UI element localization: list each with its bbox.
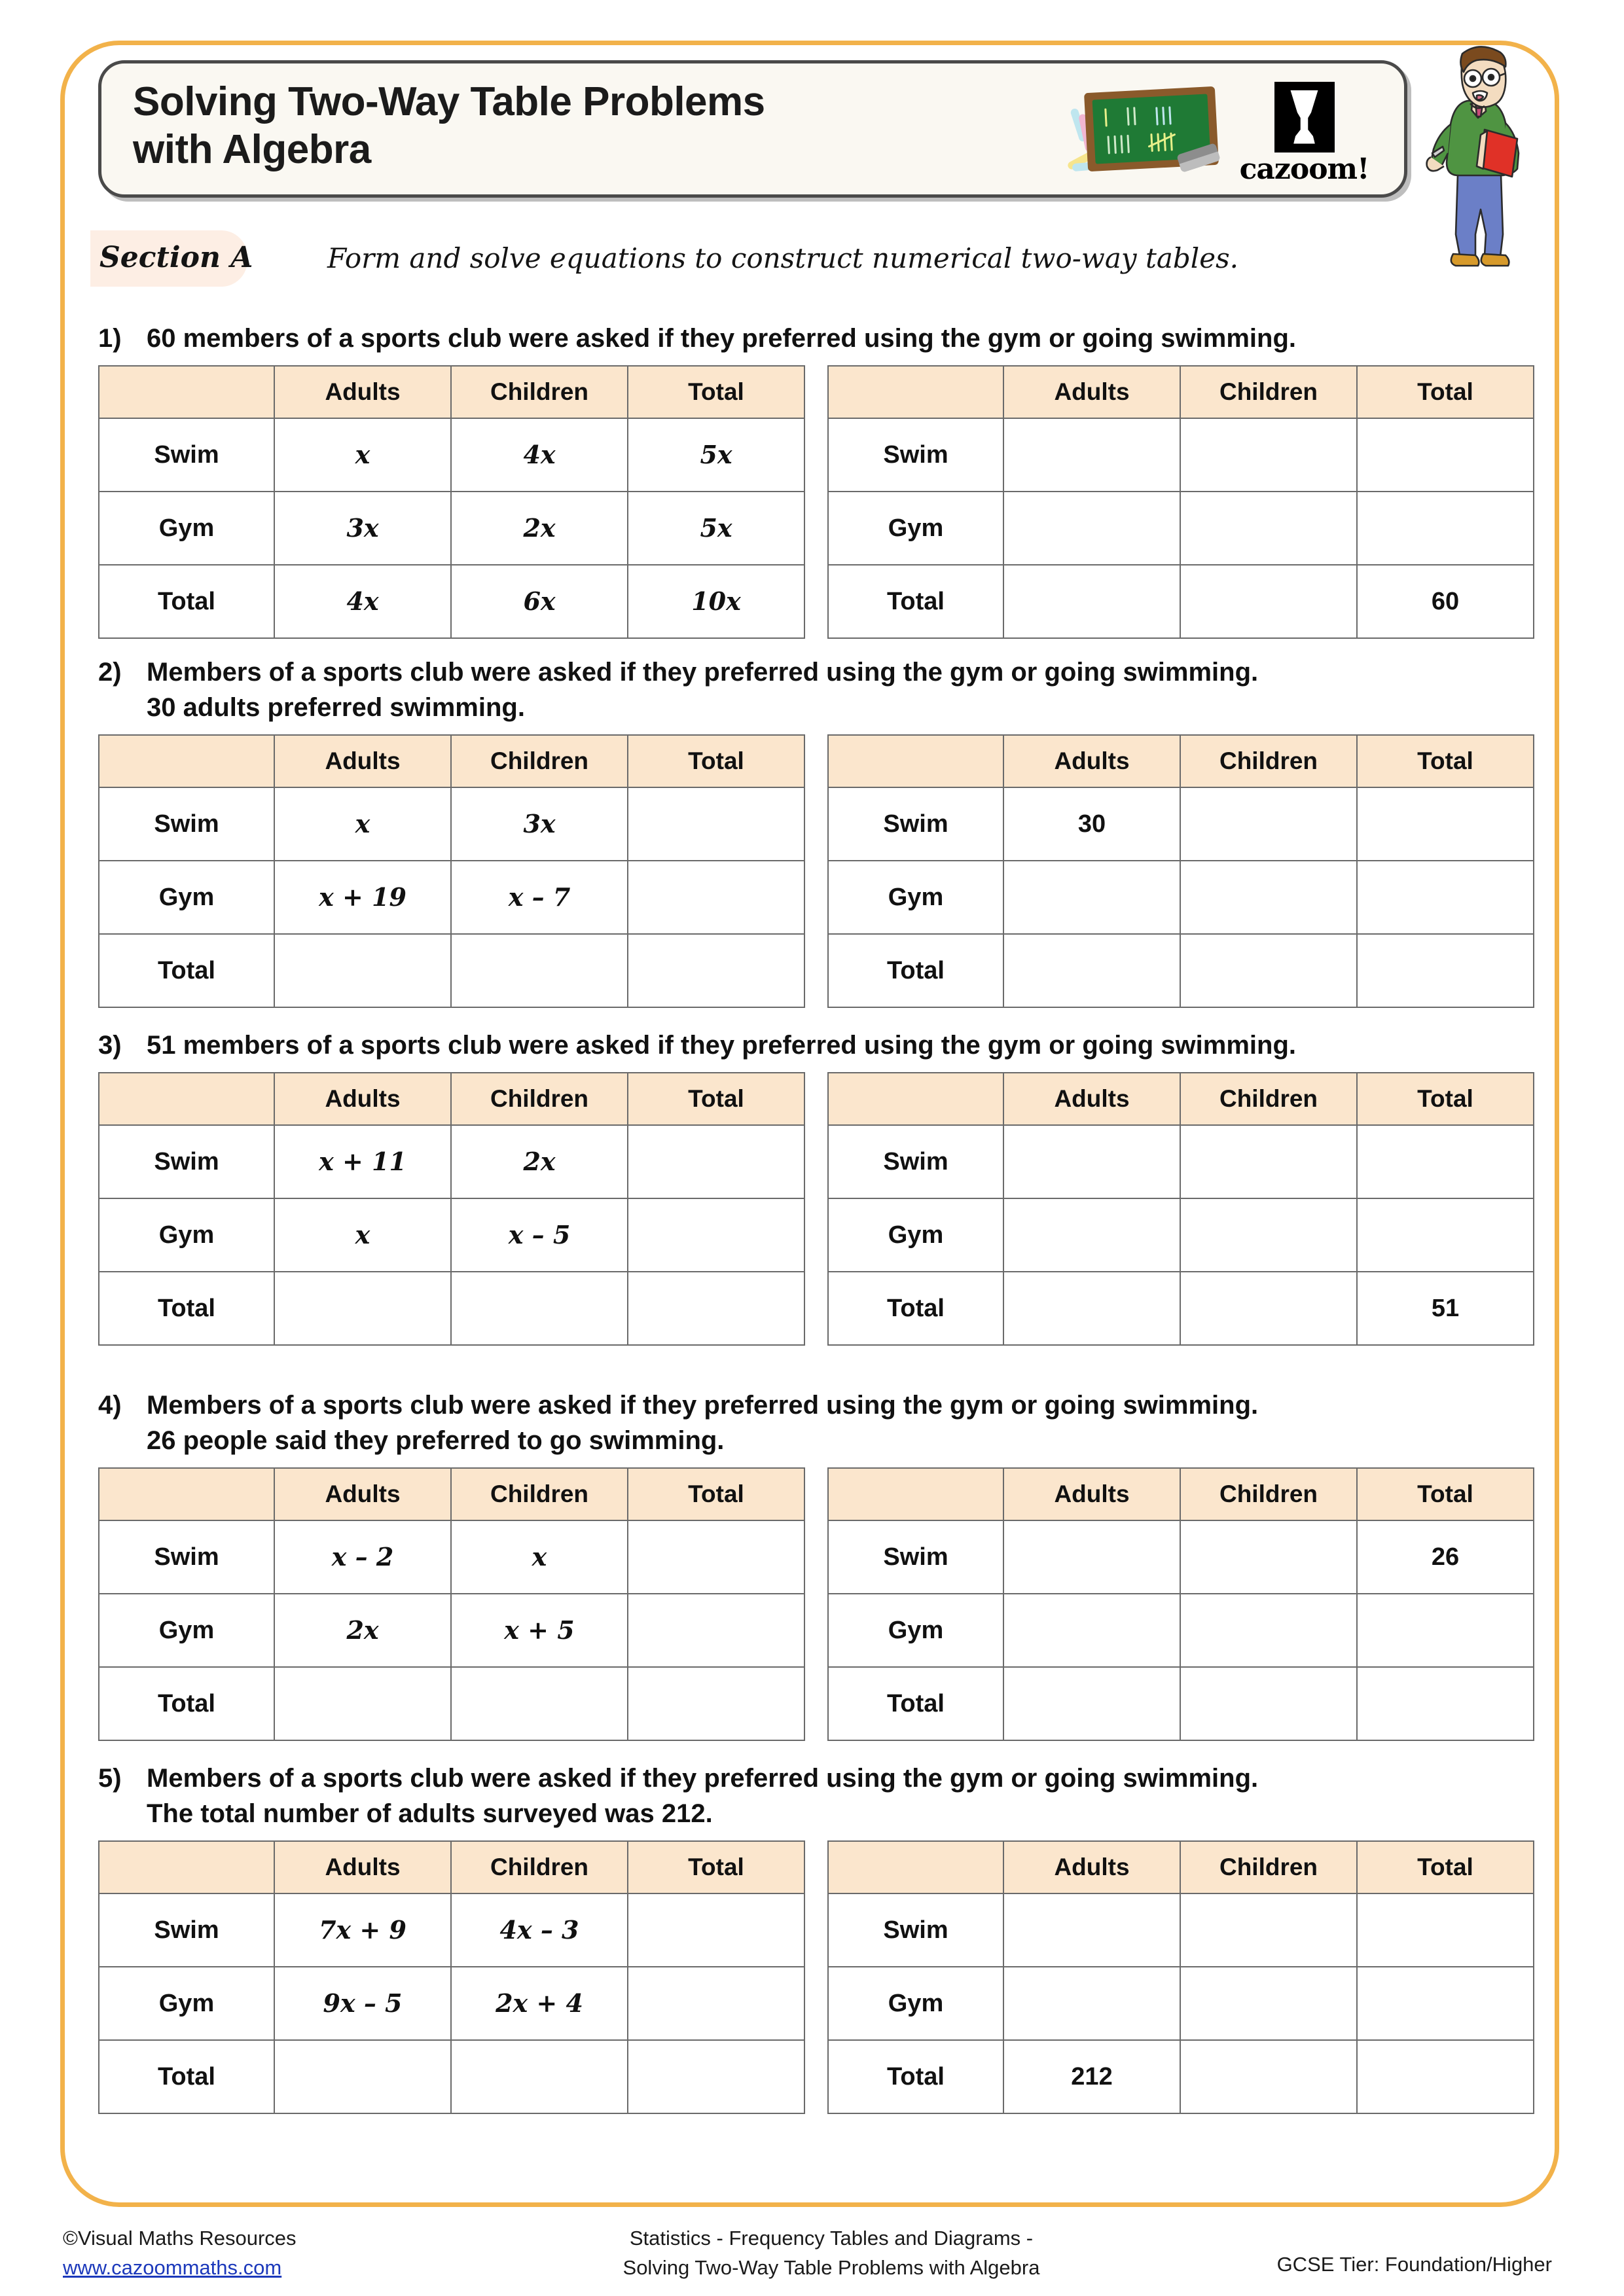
question-4 [98,1388,1545,1741]
column-header-adults: Adults [1003,366,1180,418]
column-header-row-label [828,735,1003,787]
cell-r1c1: x [274,1198,451,1272]
cell-r2c3[interactable] [628,1667,804,1740]
two-way-table-algebraic [98,365,805,639]
question-number: 4) [98,1391,122,1420]
column-header-children: Children [451,1841,628,1893]
cell-r1c1[interactable] [1003,1198,1180,1272]
row-label-swim: Swim [828,1520,1003,1594]
cell-r1c1[interactable] [1003,861,1180,934]
cell-r2c3[interactable] [628,1272,804,1345]
column-header-total: Total [1357,735,1534,787]
cell-r0c2: 4x [451,418,628,492]
table-row [828,1520,1534,1594]
column-header-row-label [828,366,1003,418]
column-header-adults: Adults [274,366,451,418]
table-row [828,1667,1534,1740]
table-row [828,1125,1534,1198]
cell-r1c3[interactable] [1357,1198,1534,1272]
cell-r2c3[interactable] [628,2040,804,2113]
table-row [828,787,1534,861]
cell-r2c3[interactable] [1357,934,1534,1007]
question-line: 51 members of a sports club were asked if they preferred using the gym or going swimming. [147,1031,1296,1060]
cell-r2c2[interactable] [1180,1667,1357,1740]
row-label-total: Total [99,934,274,1007]
question-text [98,1028,1545,1063]
cell-r2c1[interactable] [274,1667,451,1740]
cell-r0c1[interactable] [1003,1125,1180,1198]
cell-r2c1[interactable] [274,2040,451,2113]
row-label-total: Total [828,2040,1003,2113]
cell-r1c2: x – 5 [451,1198,628,1272]
question-body [147,1761,1545,1831]
footer-topic-line1: Statistics - Frequency Tables and Diagrams - [629,2227,1034,2250]
cell-r1c1: x + 19 [274,861,451,934]
row-label-swim: Swim [99,1520,274,1594]
table-row [99,1893,804,1967]
table-pair [98,365,1545,639]
cell-r2c1[interactable] [1003,1272,1180,1345]
column-header-children: Children [1180,1073,1357,1125]
cell-r0c3: 5x [628,418,804,492]
footer-middle [537,2224,1126,2283]
column-header-row-label [99,735,274,787]
two-way-table-algebraic [98,734,805,1008]
table-row [828,492,1534,565]
table-row [99,565,804,638]
cell-r2c2: 6x [451,565,628,638]
table-row [99,861,804,934]
column-header-total: Total [1357,1468,1534,1520]
cell-r2c2[interactable] [451,1272,628,1345]
cazoom-cup-icon [1274,82,1335,152]
table-row [828,1967,1534,2040]
cell-r1c3[interactable] [1357,1594,1534,1667]
column-header-total: Total [628,735,804,787]
page-footer [0,2220,1624,2292]
cell-r0c1: 7x + 9 [274,1893,451,1967]
row-label-swim: Swim [828,418,1003,492]
question-line: 26 people said they preferred to go swimming. [147,1426,725,1455]
cell-r0c1: x [274,787,451,861]
column-header-row-label [99,1073,274,1125]
cell-r1c2: 2x [451,492,628,565]
question-line: The total number of adults surveyed was 212. [147,1799,713,1828]
cell-r0c2[interactable] [1180,787,1357,861]
table-pair [98,734,1545,1008]
row-label-gym: Gym [828,1594,1003,1667]
table-row [99,1198,804,1272]
question-text [98,655,1545,725]
table-pair [98,1072,1545,1346]
cell-r2c1: 4x [274,565,451,638]
footer-copyright: ©Visual Maths Resources [63,2227,297,2250]
row-label-swim: Swim [828,1893,1003,1967]
column-header-row-label [828,1073,1003,1125]
row-label-swim: Swim [99,1125,274,1198]
cazoom-logo [1239,82,1369,186]
question-text [98,321,1545,356]
cell-r1c1: 3x [274,492,451,565]
table-row [828,565,1534,638]
section-label: Section A [99,241,253,274]
column-header-total: Total [1357,1073,1534,1125]
table-row [828,934,1534,1007]
cell-r2c1[interactable] [1003,934,1180,1007]
cell-r2c2[interactable] [1180,934,1357,1007]
row-label-gym: Gym [99,492,274,565]
cell-r2c3: 60 [1357,565,1534,638]
column-header-children: Children [451,366,628,418]
cell-r0c3[interactable] [628,1125,804,1198]
cell-r0c2: x [451,1520,628,1594]
table-row [828,1272,1534,1345]
cell-r2c3: 51 [1357,1272,1534,1345]
teacher-illustration [1407,38,1558,270]
question-text [98,1388,1545,1458]
row-label-gym: Gym [99,1198,274,1272]
question-line: Members of a sports club were asked if they preferred using the gym or going swimming. [147,658,1259,687]
cell-r1c3[interactable] [628,861,804,934]
question-5 [98,1761,1545,2114]
two-way-table-numerical [827,365,1534,639]
cell-r0c1[interactable] [1003,1893,1180,1967]
question-number: 5) [98,1764,122,1793]
table-row [99,492,804,565]
cell-r1c2[interactable] [1180,1594,1357,1667]
table-row [99,2040,804,2113]
column-header-adults: Adults [1003,1841,1180,1893]
table-row [99,1520,804,1594]
footer-website-link[interactable]: www.cazoommaths.com [63,2255,282,2279]
table-row [99,418,804,492]
table-row [828,1594,1534,1667]
table-row [99,1272,804,1345]
cell-r0c3[interactable] [628,1893,804,1967]
row-label-total: Total [828,1272,1003,1345]
footer-tier: GCSE Tier: Foundation/Higher [1276,2253,1552,2276]
two-way-table-algebraic [98,1467,805,1741]
column-header-row-label [99,1468,274,1520]
column-header-children: Children [1180,1468,1357,1520]
question-1 [98,321,1545,639]
two-way-table-algebraic [98,1072,805,1346]
section-description: Form and solve equations to construct numerical two-way tables. [327,242,1238,274]
cell-r0c1: x + 11 [274,1125,451,1198]
cell-r1c2: x – 7 [451,861,628,934]
row-label-total: Total [99,565,274,638]
cell-r1c1[interactable] [1003,1594,1180,1667]
question-number: 3) [98,1031,122,1060]
table-pair [98,1840,1545,2114]
table-row [99,1667,804,1740]
cell-r1c3[interactable] [1357,861,1534,934]
table-row [828,1893,1534,1967]
cell-r0c1: x – 2 [274,1520,451,1594]
column-header-total: Total [628,1841,804,1893]
cell-r1c2[interactable] [1180,861,1357,934]
column-header-row-label [99,366,274,418]
row-label-total: Total [828,565,1003,638]
cell-r0c3[interactable] [628,787,804,861]
footer-left [63,2224,297,2283]
column-header-children: Children [1180,1841,1357,1893]
row-label-swim: Swim [99,787,274,861]
cell-r2c2[interactable] [1180,2040,1357,2113]
two-way-table-numerical [827,734,1534,1008]
column-header-adults: Adults [274,1073,451,1125]
cell-r1c2[interactable] [1180,1967,1357,2040]
cell-r1c2[interactable] [1180,1198,1357,1272]
column-header-adults: Adults [274,735,451,787]
column-header-children: Children [451,1073,628,1125]
row-label-swim: Swim [99,1893,274,1967]
table-row [99,787,804,861]
two-way-table-numerical [827,1840,1534,2114]
cazoom-wordmark: cazoom! [1239,152,1369,186]
row-label-gym: Gym [828,861,1003,934]
cell-r0c2: 4x – 3 [451,1893,628,1967]
cell-r0c3[interactable] [628,1520,804,1594]
column-header-row-label [828,1468,1003,1520]
table-row [828,861,1534,934]
cell-r1c3[interactable] [1357,1967,1534,2040]
cell-r0c3[interactable] [1357,1125,1534,1198]
page-title-line1: Solving Two-Way Table Problems [133,79,765,124]
column-header-children: Children [451,735,628,787]
cell-r0c1[interactable] [1003,1520,1180,1594]
cell-r1c3[interactable] [628,1198,804,1272]
table-row [99,1594,804,1667]
column-header-total: Total [1357,366,1534,418]
row-label-gym: Gym [828,1198,1003,1272]
cell-r0c3[interactable] [1357,787,1534,861]
cell-r1c1: 9x – 5 [274,1967,451,2040]
row-label-total: Total [99,2040,274,2113]
cell-r1c2: 2x + 4 [451,1967,628,2040]
question-body [147,1388,1545,1458]
question-line: Members of a sports club were asked if they preferred using the gym or going swimming. [147,1391,1259,1420]
row-label-gym: Gym [99,1594,274,1667]
cell-r1c3: 5x [628,492,804,565]
cell-r2c3[interactable] [1357,2040,1534,2113]
cell-r2c3[interactable] [1357,1667,1534,1740]
column-header-adults: Adults [1003,1073,1180,1125]
table-row [99,1967,804,2040]
column-header-adults: Adults [274,1468,451,1520]
cell-r2c1[interactable] [1003,1667,1180,1740]
cell-r1c2[interactable] [1180,492,1357,565]
column-header-total: Total [628,366,804,418]
cell-r0c3[interactable] [1357,418,1534,492]
table-row [99,934,804,1007]
column-header-row-label [99,1841,274,1893]
row-label-swim: Swim [99,418,274,492]
row-label-gym: Gym [99,861,274,934]
column-header-total: Total [1357,1841,1534,1893]
cell-r0c1: 30 [1003,787,1180,861]
cell-r1c1[interactable] [1003,492,1180,565]
cell-r2c1: 212 [1003,2040,1180,2113]
cell-r1c3[interactable] [628,1594,804,1667]
cell-r2c2[interactable] [1180,565,1357,638]
column-header-row-label [828,1841,1003,1893]
row-label-total: Total [828,934,1003,1007]
cell-r0c3[interactable] [1357,1893,1534,1967]
column-header-adults: Adults [1003,1468,1180,1520]
row-label-swim: Swim [828,787,1003,861]
column-header-children: Children [1180,366,1357,418]
question-body [147,1028,1545,1063]
cell-r0c2[interactable] [1180,418,1357,492]
question-line: 60 members of a sports club were asked if they preferred using the gym or going swimming. [147,324,1296,353]
cell-r1c1: 2x [274,1594,451,1667]
footer-topic-line2: Solving Two-Way Table Problems with Algebra [623,2255,1040,2279]
table-row [828,1198,1534,1272]
cell-r0c1: x [274,418,451,492]
cell-r0c2[interactable] [1180,1520,1357,1594]
table-row [828,2040,1534,2113]
cell-r2c3[interactable] [628,934,804,1007]
cell-r2c1[interactable] [274,1272,451,1345]
question-number: 2) [98,658,122,687]
question-number: 1) [98,324,122,353]
chalkboard-icon [1050,81,1227,185]
page-title [133,78,984,173]
question-2 [98,655,1545,1008]
cell-r2c2[interactable] [1180,1272,1357,1345]
question-line: 30 adults preferred swimming. [147,693,525,722]
cell-r0c3: 26 [1357,1520,1534,1594]
cell-r0c2: 2x [451,1125,628,1198]
row-label-total: Total [828,1667,1003,1740]
cell-r2c2[interactable] [451,1667,628,1740]
question-body [147,655,1545,725]
column-header-children: Children [1180,735,1357,787]
column-header-children: Children [451,1468,628,1520]
cell-r1c1[interactable] [1003,1967,1180,2040]
table-pair [98,1467,1545,1741]
table-row [99,1125,804,1198]
cell-r1c3[interactable] [1357,492,1534,565]
row-label-gym: Gym [828,492,1003,565]
title-banner [98,60,1407,198]
row-label-gym: Gym [99,1967,274,2040]
cell-r2c2[interactable] [451,2040,628,2113]
cell-r2c1[interactable] [1003,565,1180,638]
row-label-total: Total [99,1272,274,1345]
cell-r2c2[interactable] [451,934,628,1007]
cell-r2c3: 10x [628,565,804,638]
cell-r1c3[interactable] [628,1967,804,2040]
two-way-table-algebraic [98,1840,805,2114]
question-3 [98,1028,1545,1346]
column-header-total: Total [628,1073,804,1125]
question-body [147,321,1545,356]
two-way-table-numerical [827,1072,1534,1346]
table-row [828,418,1534,492]
question-line: Members of a sports club were asked if they preferred using the gym or going swimming. [147,1764,1259,1793]
cell-r0c2[interactable] [1180,1125,1357,1198]
column-header-adults: Adults [1003,735,1180,787]
row-label-swim: Swim [828,1125,1003,1198]
row-label-total: Total [99,1667,274,1740]
question-text [98,1761,1545,1831]
two-way-table-numerical [827,1467,1534,1741]
header-logos [959,75,1369,190]
cell-r1c2: x + 5 [451,1594,628,1667]
cell-r0c2: 3x [451,787,628,861]
row-label-gym: Gym [828,1967,1003,2040]
cell-r2c1[interactable] [274,934,451,1007]
column-header-total: Total [628,1468,804,1520]
cell-r0c2[interactable] [1180,1893,1357,1967]
cell-r0c1[interactable] [1003,418,1180,492]
page-title-line2: with Algebra [133,127,371,173]
column-header-adults: Adults [274,1841,451,1893]
